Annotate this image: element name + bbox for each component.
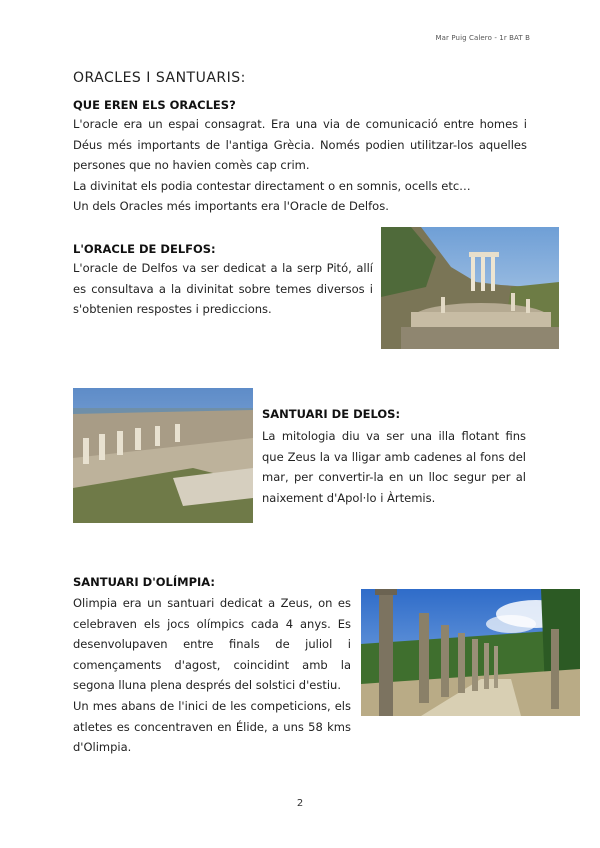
section-heading-delfos: L'ORACLE DE DELFOS: — [73, 242, 216, 256]
olimpia-paragraph-2: Un mes abans de l'inici de les competicions, els atletes es concentraven en Élide, a uns 58 kms d'Olimpia. — [73, 698, 351, 755]
oracles-paragraph-1: L'oracle era un espai consagrat. Era una via de comunicació entre homes i Déus més importants de l'antiga Grècia. Només podien utilitzar-los aquelles persones que no havien comès cap crim. — [73, 117, 527, 173]
olimpia-photo — [361, 589, 580, 716]
delos-paragraph: La mitologia diu va ser una illa flotant fins que Zeus la va lligar amb cadenes al fons del mar, per convertir-la en un lloc segur per al naixement d'Apol·lo i Àrtemis. — [262, 429, 526, 505]
oracles-paragraph-2: La divinitat els podia contestar directament o en somnis, ocells etc… — [73, 178, 471, 193]
olimpia-text-block — [73, 593, 351, 758]
section-heading-olimpia: SANTUARI D'OLÍMPIA: — [73, 575, 215, 589]
oracles-text-block — [73, 114, 527, 217]
delos-photo — [73, 388, 253, 523]
olimpia-paragraph-1: Olimpia era un santuari dedicat a Zeus, on es celebraven els jocs olímpics cada 4 anys. Es desenvolupaven entre finals de juliol i començaments d'agost, coincidint amb la segona lluna plena després del solstici d'estiu. — [73, 596, 351, 693]
header-credit: Mar Puig Calero - 1r BAT B — [435, 34, 530, 42]
delfos-paragraph: L'oracle de Delfos va ser dedicat a la serp Pitó, allí es consultava a la divinitat sobre temes diversos i s'obtenien respostes i prediccions. — [73, 261, 373, 317]
section-heading-oracles: QUE EREN ELS ORACLES? — [73, 98, 236, 112]
section-heading-delos: SANTUARI DE DELOS: — [262, 407, 401, 421]
oracles-paragraph-3: Un dels Oracles més importants era l'Oracle de Delfos. — [73, 199, 389, 214]
page-number: 2 — [296, 798, 304, 809]
page-title: ORACLES I SANTUARIS: — [73, 70, 246, 86]
delfos-photo — [381, 227, 559, 349]
